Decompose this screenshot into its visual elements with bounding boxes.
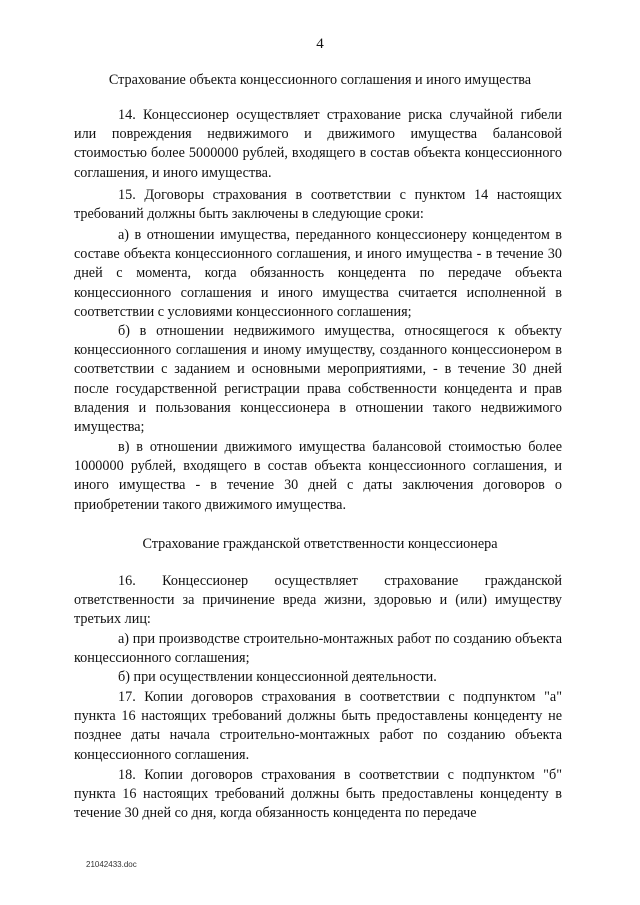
paragraph-15b: б) в отношении недвижимого имущества, относящегося к объекту концессионного соглашения и иному имуществу, созданного концессионером в соответствии с заданием и основными мероприятиями, - в течение 30 дней после государственной регистрации права собственности концедента и прав владения и пользования концессионера в отношении такого недвижимого имущества; — [74, 323, 562, 436]
paragraph-17: 17. Копии договоров страхования в соответствии с подпунктом "а" пункта 16 настоящих требований должны быть предоставлены концеденту не позднее даты начала строительно-монтажных работ по созданию объекта концессионного соглашения. — [74, 689, 562, 763]
paragraph-15v: в) в отношении движимого имущества балансовой стоимостью более 1000000 рублей, входящего в состав объекта концессионного соглашения, и иного имущества - в течение 30 дней с даты заключения договоров о приобретении такого движимого имущества. — [74, 439, 562, 513]
page-number: 4 — [316, 36, 324, 52]
section-heading-civil-liability: Страхование гражданской ответственности концессионера — [142, 536, 498, 552]
paragraph-15: 15. Договоры страхования в соответствии с пунктом 14 настоящих требований должны быть заключены в следующие сроки: — [74, 187, 562, 223]
paragraph-18: 18. Копии договоров страхования в соответствии с подпунктом "б" пункта 16 настоящих требований должны быть предоставлены концеденту в течение 30 дней со дня, когда обязанность концедента по передаче — [74, 767, 562, 822]
paragraph-16a: а) при производстве строительно-монтажных работ по созданию объекта концессионного соглашения; — [74, 631, 562, 667]
paragraph-16: 16. Концессионер осуществляет страхование гражданской ответственности за причинение вреда жизни, здоровью и (или) имуществу третьих лиц: — [74, 573, 562, 628]
paragraph-16b: б) при осуществлении концессионной деятельности. — [118, 669, 437, 685]
footer-filename: 21042433.doc — [86, 860, 137, 869]
section-heading-insurance-object: Страхование объекта концессионного соглашения и иного имущества — [108, 72, 532, 88]
paragraph-15a: а) в отношении имущества, переданного концессионеру концедентом в составе объекта концессионного соглашения, и иного имущества - в течение 30 дней с момента, когда обязанность концедента по передаче объекта концессионного соглашения и иного имущества считается исполненной в соответствии с условиями концессионного соглашения; — [74, 227, 562, 320]
paragraph-14: 14. Концессионер осуществляет страхование риска случайной гибели или повреждения недвижимого и движимого имущества балансовой стоимостью более 5000000 рублей, входящего в состав объекта концессионного соглашения, и иного имущества. — [74, 107, 562, 181]
